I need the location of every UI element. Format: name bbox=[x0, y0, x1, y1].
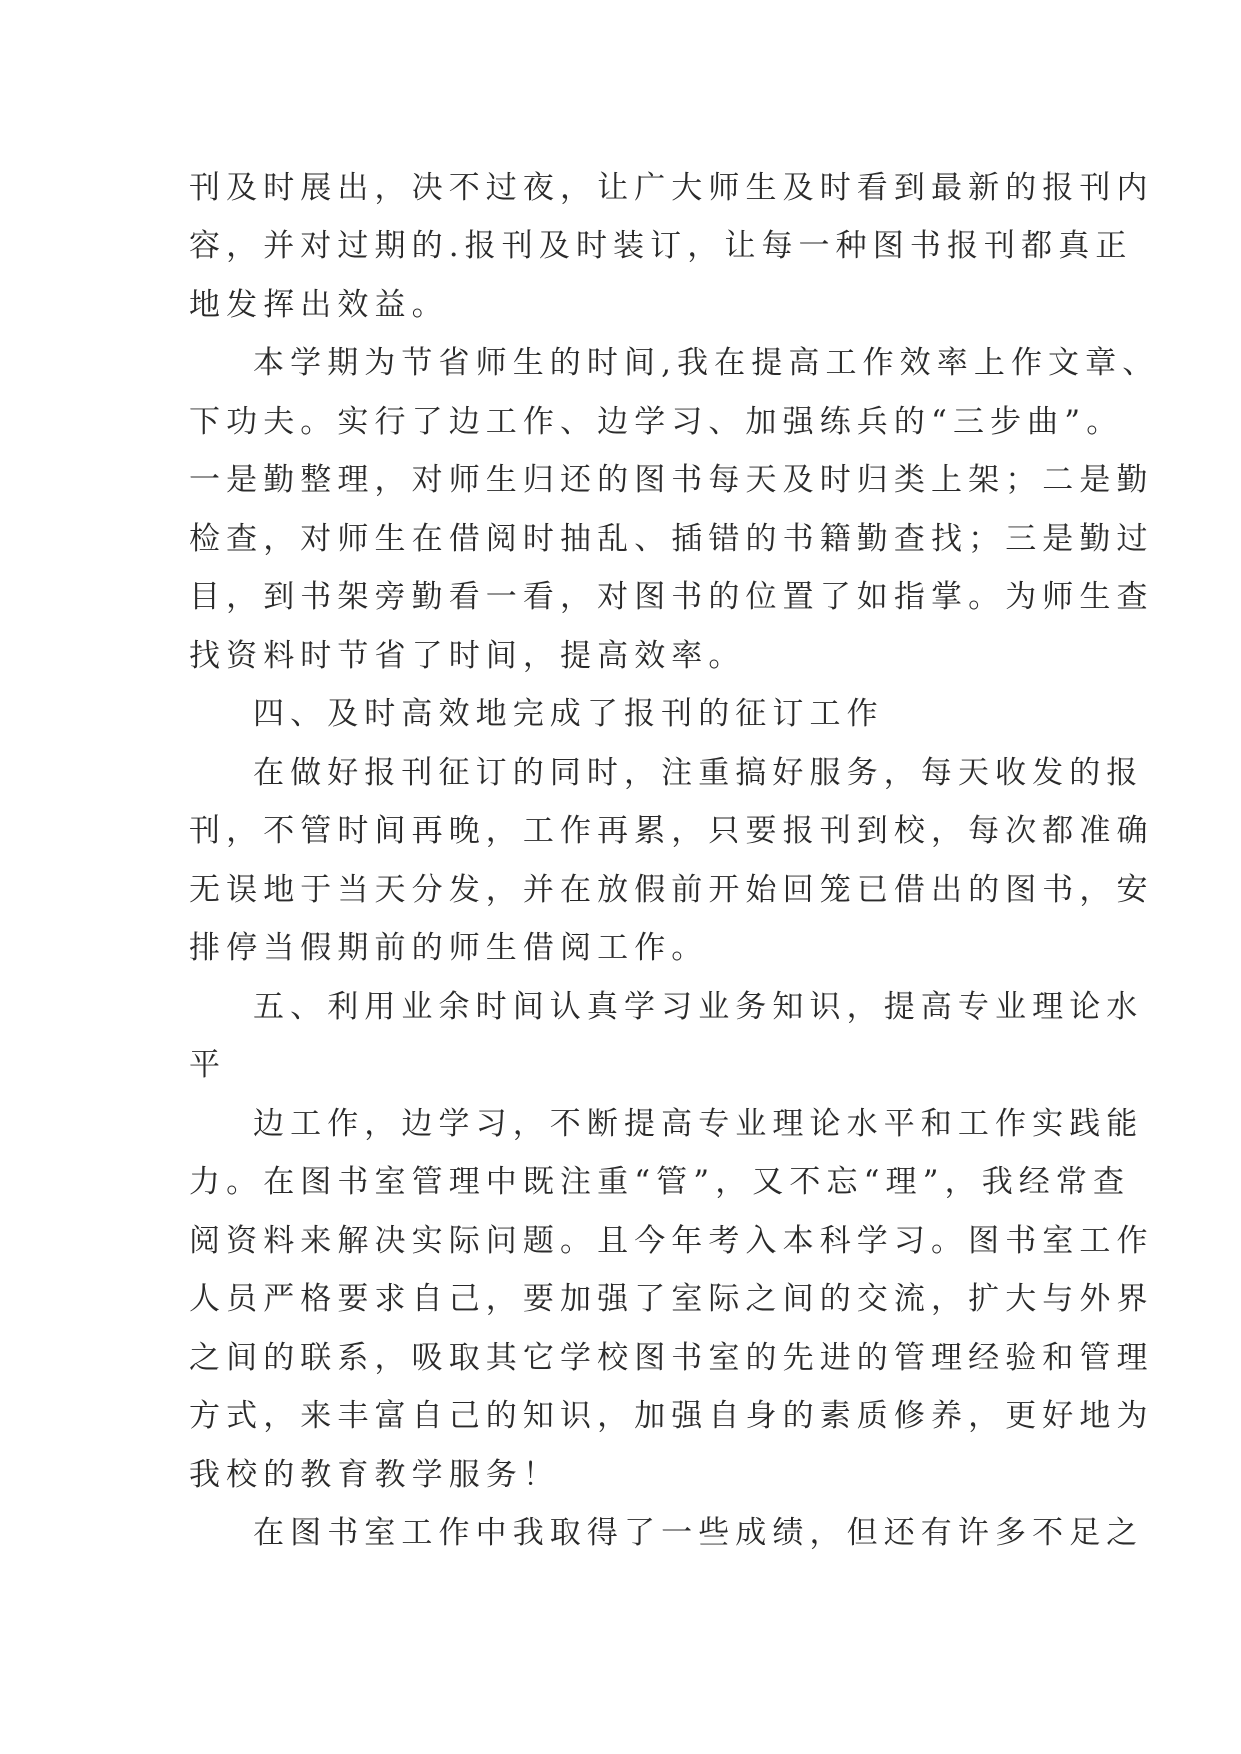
text-line: 刊，不管时间再晚，工作再累，只要报刊到校，每次都准确 bbox=[189, 813, 1154, 849]
text-line: 目，到书架旁勤看一看，对图书的位置了如指掌。为师生查 bbox=[189, 579, 1154, 615]
text-line: 容，并对过期的.报刊及时装订，让每一种图书报刊都真正 bbox=[189, 228, 1133, 264]
text-line: 下功夫。实行了边工作、边学习、加强练兵的“三步曲”。 bbox=[189, 404, 1124, 440]
text-line: 力。在图书室管理中既注重“管”，又不忘“理”，我经常查 bbox=[189, 1164, 1131, 1200]
text-line: 我校的教育教学服务！ bbox=[189, 1457, 560, 1493]
text-line: 之间的联系，吸取其它学校图书室的先进的管理经验和管理 bbox=[189, 1340, 1154, 1376]
text-line: 人员严格要求自己，要加强了室际之间的交流，扩大与外界 bbox=[189, 1281, 1154, 1317]
text-line: 方式，来丰富自己的知识，加强自身的素质修养，更好地为 bbox=[189, 1398, 1154, 1434]
paragraph-start-line: 本学期为节省师生的时间,我在提高工作效率上作文章、 bbox=[253, 345, 1160, 381]
text-line: 排停当假期前的师生借阅工作。 bbox=[189, 930, 709, 966]
text-line: 找资料时节省了时间，提高效率。 bbox=[189, 638, 746, 674]
section-heading: 五、利用业余时间认真学习业务知识，提高专业理论水 bbox=[253, 989, 1144, 1025]
paragraph-start-line: 在做好报刊征订的同时，注重搞好服务，每天收发的报 bbox=[253, 755, 1144, 791]
section-heading: 四、及时高效地完成了报刊的征订工作 bbox=[253, 696, 884, 732]
text-line: 检查，对师生在借阅时抽乱、插错的书籍勤查找；三是勤过 bbox=[189, 521, 1154, 557]
text-line: 无误地于当天分发，并在放假前开始回笼已借出的图书，安 bbox=[189, 872, 1154, 908]
text-line: 刊及时展出，决不过夜，让广大师生及时看到最新的报刊内 bbox=[189, 170, 1154, 206]
text-line: 地发挥出效益。 bbox=[189, 287, 449, 323]
section-heading-continuation: 平 bbox=[189, 1047, 227, 1083]
paragraph-start-line: 在图书室工作中我取得了一些成绩，但还有许多不足之 bbox=[253, 1515, 1144, 1551]
text-line: 阅资料来解决实际问题。且今年考入本科学习。图书室工作 bbox=[189, 1223, 1154, 1259]
paragraph-start-line: 边工作，边学习，不断提高专业理论水平和工作实践能 bbox=[253, 1106, 1144, 1142]
text-line: 一是勤整理，对师生归还的图书每天及时归类上架；二是勤 bbox=[189, 462, 1154, 498]
